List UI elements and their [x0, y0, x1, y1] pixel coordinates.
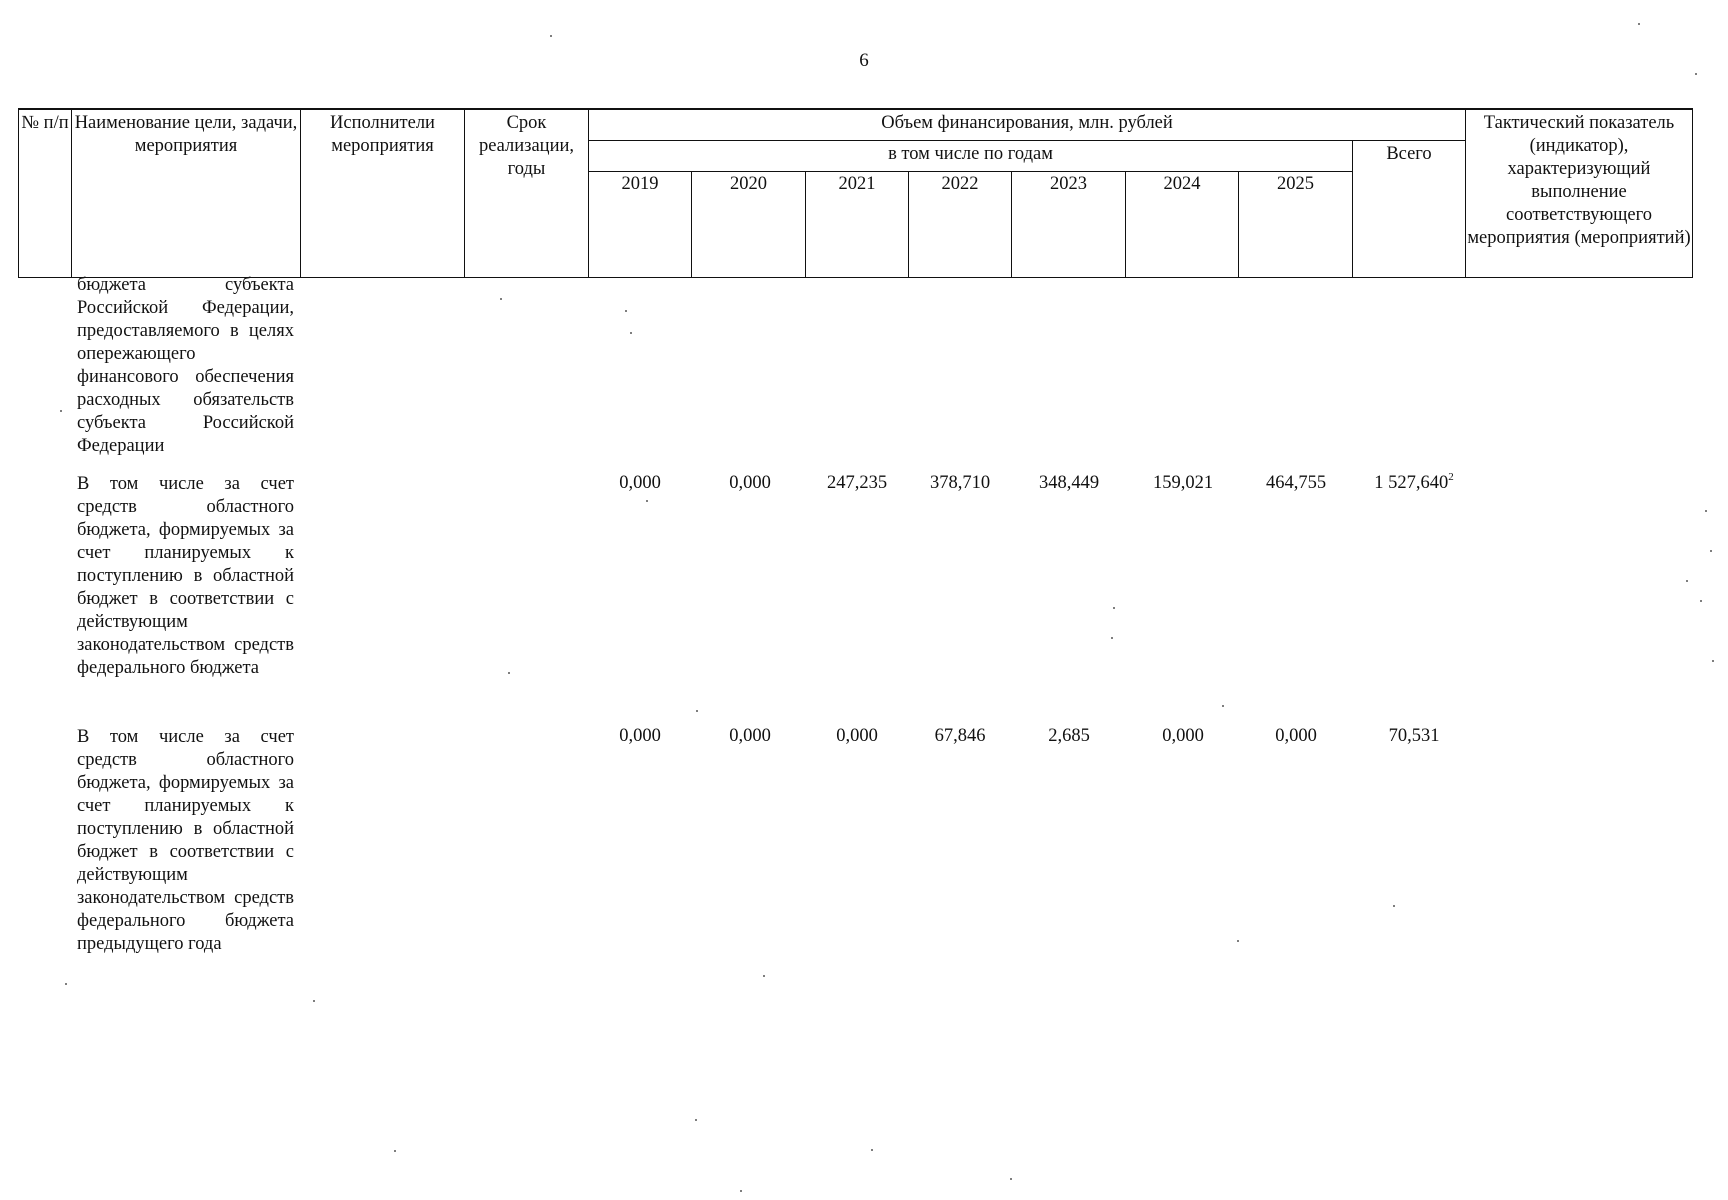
row2-value-2020: 0,000	[729, 726, 771, 746]
header-year-2025: 2025	[1239, 172, 1353, 278]
row1-value-2019: 0,000	[619, 473, 661, 493]
row1-value-2025: 464,755	[1265, 473, 1327, 493]
scan-speck	[1010, 1178, 1012, 1180]
scan-speck	[763, 975, 765, 977]
row-federal-funds-name: В том числе за счет средств областного бюджета, формируемых за счет планируемых к поступлению в областной бюджет в соответствии с действующим законодательством средств федерального бюджета	[77, 474, 294, 678]
scan-speck	[646, 500, 648, 502]
row2-total: 70,531	[1388, 726, 1440, 746]
header-year-2022: 2022	[909, 172, 1012, 278]
header-funding: Объем финансирования, млн. рублей	[589, 109, 1466, 141]
header-total: Всего	[1353, 141, 1466, 278]
scan-speck	[1638, 23, 1640, 25]
scan-speck	[1705, 510, 1707, 512]
scan-speck	[1695, 73, 1697, 75]
header-year-2023: 2023	[1012, 172, 1126, 278]
scan-speck	[625, 310, 627, 312]
row2-value-2024: 0,000	[1162, 726, 1204, 746]
header-by-years: в том числе по годам	[589, 141, 1353, 172]
scan-speck	[394, 1150, 396, 1152]
scan-speck	[60, 410, 62, 412]
scan-speck	[630, 332, 632, 334]
header-year-2021: 2021	[806, 172, 909, 278]
scan-speck	[508, 672, 510, 674]
scan-speck	[1113, 607, 1115, 609]
scan-speck	[1710, 550, 1712, 552]
scan-speck	[1686, 580, 1688, 582]
scan-speck	[1393, 905, 1395, 907]
header-executors: Исполнители мероприятия	[301, 109, 465, 278]
row2-value-2019: 0,000	[619, 726, 661, 746]
scan-speck	[695, 1119, 697, 1121]
row1-total-value: 1 527,640	[1374, 473, 1449, 493]
header-name: Наименование цели, задачи, мероприятия	[72, 109, 301, 278]
scan-speck	[500, 298, 502, 300]
page-number: 6	[859, 50, 869, 71]
table-header	[18, 108, 1693, 278]
row2-value-2021: 0,000	[836, 726, 878, 746]
row1-value-2020: 0,000	[729, 473, 771, 493]
scan-speck	[1712, 660, 1714, 662]
scan-speck	[696, 710, 698, 712]
scan-speck	[550, 35, 552, 37]
row2-value-2023: 2,685	[1048, 726, 1090, 746]
row1-total-footnote: 2	[1448, 471, 1454, 483]
row1-value-2022: 378,710	[929, 473, 991, 493]
scan-speck	[1111, 637, 1113, 639]
row2-value-2025: 0,000	[1275, 726, 1317, 746]
header-indicator: Тактический показатель (индикатор), характеризующий выполнение соответствующего мероприятия (мероприятий)	[1466, 109, 1693, 278]
row1-value-2021: 247,235	[826, 473, 888, 493]
row-continuation-name: бюджета субъекта Российской Федерации, предоставляемого в целях опережающего финансового обеспечения расходных обязательств субъекта Российской Федерации	[77, 275, 294, 456]
row1-value-2024: 159,021	[1152, 473, 1214, 493]
scan-speck	[65, 983, 67, 985]
scan-speck	[1222, 705, 1224, 707]
row1-value-2023: 348,449	[1038, 473, 1100, 493]
header-year-2020: 2020	[692, 172, 806, 278]
row-federal-funds-prev-year-name: В том числе за счет средств областного бюджета, формируемых за счет планируемых к поступлению в областной бюджет в соответствии с действующим законодательством средств федерального бюджета предыдущего года	[77, 727, 294, 954]
scan-speck	[871, 1149, 873, 1151]
row1-total	[1359, 472, 1469, 495]
scan-speck	[1237, 940, 1239, 942]
scan-speck	[1700, 600, 1702, 602]
header-year-2019: 2019	[589, 172, 692, 278]
header-number: № п/п	[19, 109, 72, 278]
header-year-2024: 2024	[1126, 172, 1239, 278]
scan-speck	[740, 1190, 742, 1192]
row2-value-2022: 67,846	[934, 726, 986, 746]
header-period: Срок реализации, годы	[465, 109, 589, 278]
scan-speck	[313, 1000, 315, 1002]
